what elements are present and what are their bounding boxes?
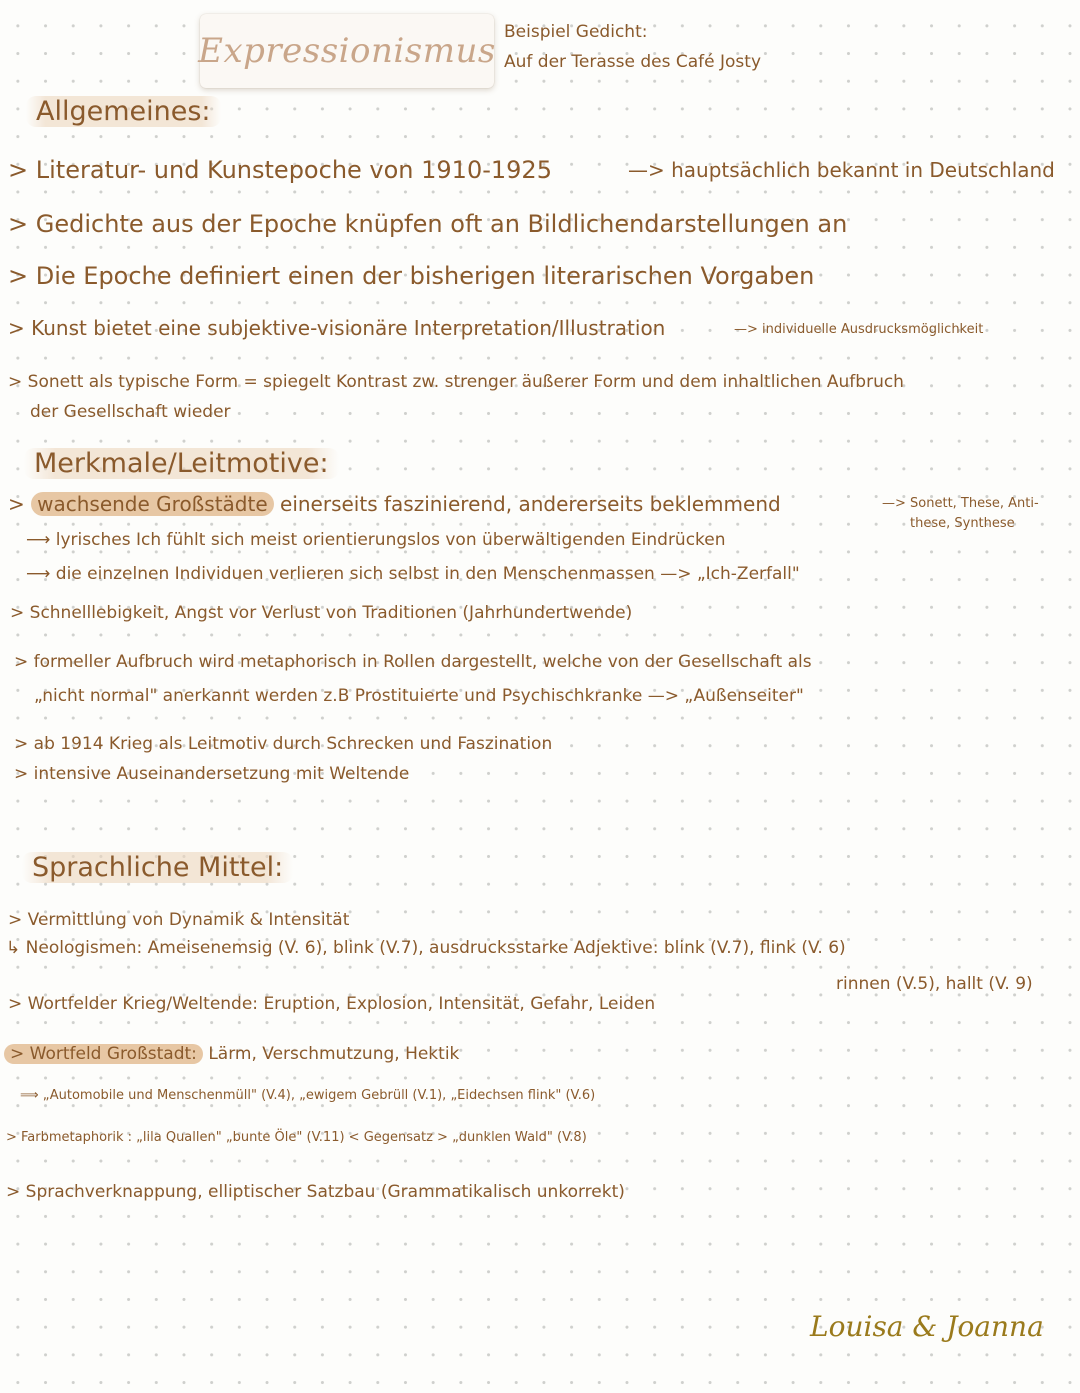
allgemeines-item-1: > Literatur- und Kunstepoche von 1910-1925 xyxy=(8,156,552,184)
allgemeines-item-5-cont: der Gesellschaft wieder xyxy=(30,402,231,422)
allgemeines-item-2: > Gedichte aus der Epoche knüpfen oft an Bildlichendarstellungen an xyxy=(8,210,848,238)
merkmale-sub-1: ⟶ lyrisches Ich fühlt sich meist orientierungslos von überwältigenden Eindrücken xyxy=(26,530,726,550)
merkmale-item-2: > Schnelllebigkeit, Angst vor Verlust von Traditionen (Jahrhundertwende) xyxy=(10,603,633,623)
sprachliche-item-3-examples: ⟹ „Automobile und Menschenmüll" (V.4), „ewigem Gebrüll (V.1), „Eidechsen flink" (V.6) xyxy=(20,1088,596,1103)
sprachliche-item-1-neologismen: ↳ Neologismen: Ameisenemsig (V. 6), blink (V.7), ausdrucksstarke Adjektive: blink (V.7), flink (V. 6) xyxy=(6,938,846,958)
allgemeines-item-4: > Kunst bietet eine subjektive-visionäre Interpretation/Illustration xyxy=(8,316,666,340)
merkmale-sub-2: ⟶ die einzelnen Individuen verlieren sich selbst in den Menschenmassen —> „Ich-Zerfall" xyxy=(26,564,800,584)
highlight-grossstaedte: wachsende Großstädte xyxy=(31,492,274,516)
merkmale-item-4: > ab 1914 Krieg als Leitmotiv durch Schrecken und Faszination xyxy=(14,734,553,754)
sprachliche-item-1-cont: rinnen (V.5), hallt (V. 9) xyxy=(836,974,1033,994)
section-heading-merkmale: Merkmale/Leitmotive: xyxy=(24,448,339,479)
highlight-wortfeld-grossstadt: > Wortfeld Großstadt: xyxy=(4,1044,203,1064)
sprachliche-item-5: > Sprachverknappung, elliptischer Satzbau (Grammatikalisch unkorrekt) xyxy=(6,1182,625,1202)
merkmale-item-1-note-2: these, Synthese xyxy=(910,516,1015,531)
signature: Louisa & Joanna xyxy=(810,1310,1044,1343)
merkmale-item-3-cont: „nicht normal" anerkannt werden z.B Prostituierte und Psychischkranke —> „Außenseiter" xyxy=(34,686,804,706)
allgemeines-item-4-note: —> individuelle Ausdrucksmöglichkeit xyxy=(734,322,984,337)
section-heading-sprachliche-mittel: Sprachliche Mittel: xyxy=(22,852,293,883)
allgemeines-item-1-note: —> hauptsächlich bekannt in Deutschland xyxy=(628,158,1055,182)
allgemeines-item-3: > Die Epoche definiert einen der bisherigen literarischen Vorgaben xyxy=(8,262,815,290)
merkmale-item-1-note: —> Sonett, These, Anti- xyxy=(882,496,1039,511)
merkmale-item-5: > intensive Auseinandersetzung mit Weltende xyxy=(14,764,410,784)
sprachliche-item-1: > Vermittlung von Dynamik & Intensität xyxy=(8,910,350,930)
page-title: Expressionismus xyxy=(198,31,496,71)
section-heading-allgemeines: Allgemeines: xyxy=(26,96,221,127)
merkmale-item-3: > formeller Aufbruch wird metaphorisch in Rollen dargestellt, welche von der Gesellschaft als xyxy=(14,652,812,672)
sprachliche-item-3: > Wortfeld Großstadt: Lärm, Verschmutzung, Hektik xyxy=(4,1044,459,1064)
merkmale-item-1: > wachsende Großstädte einerseits faszinierend, andererseits beklemmend xyxy=(8,492,781,516)
sprachliche-item-2: > Wortfelder Krieg/Weltende: Eruption, Explosion, Intensität, Gefahr, Leiden xyxy=(8,994,656,1014)
example-poem: Auf der Terasse des Café Josty xyxy=(504,52,762,72)
title-card xyxy=(200,14,494,88)
sprachliche-item-4: > Farbmetaphorik : „lila Quallen" „bunte Öle" (V.11) < Gegensatz > „dunklen Wald" (V.8) xyxy=(6,1130,587,1145)
example-label: Beispiel Gedicht: xyxy=(504,22,648,42)
allgemeines-item-5: > Sonett als typische Form = spiegelt Kontrast zw. strenger äußerer Form und dem inhaltlichen Aufbruch xyxy=(8,372,904,392)
